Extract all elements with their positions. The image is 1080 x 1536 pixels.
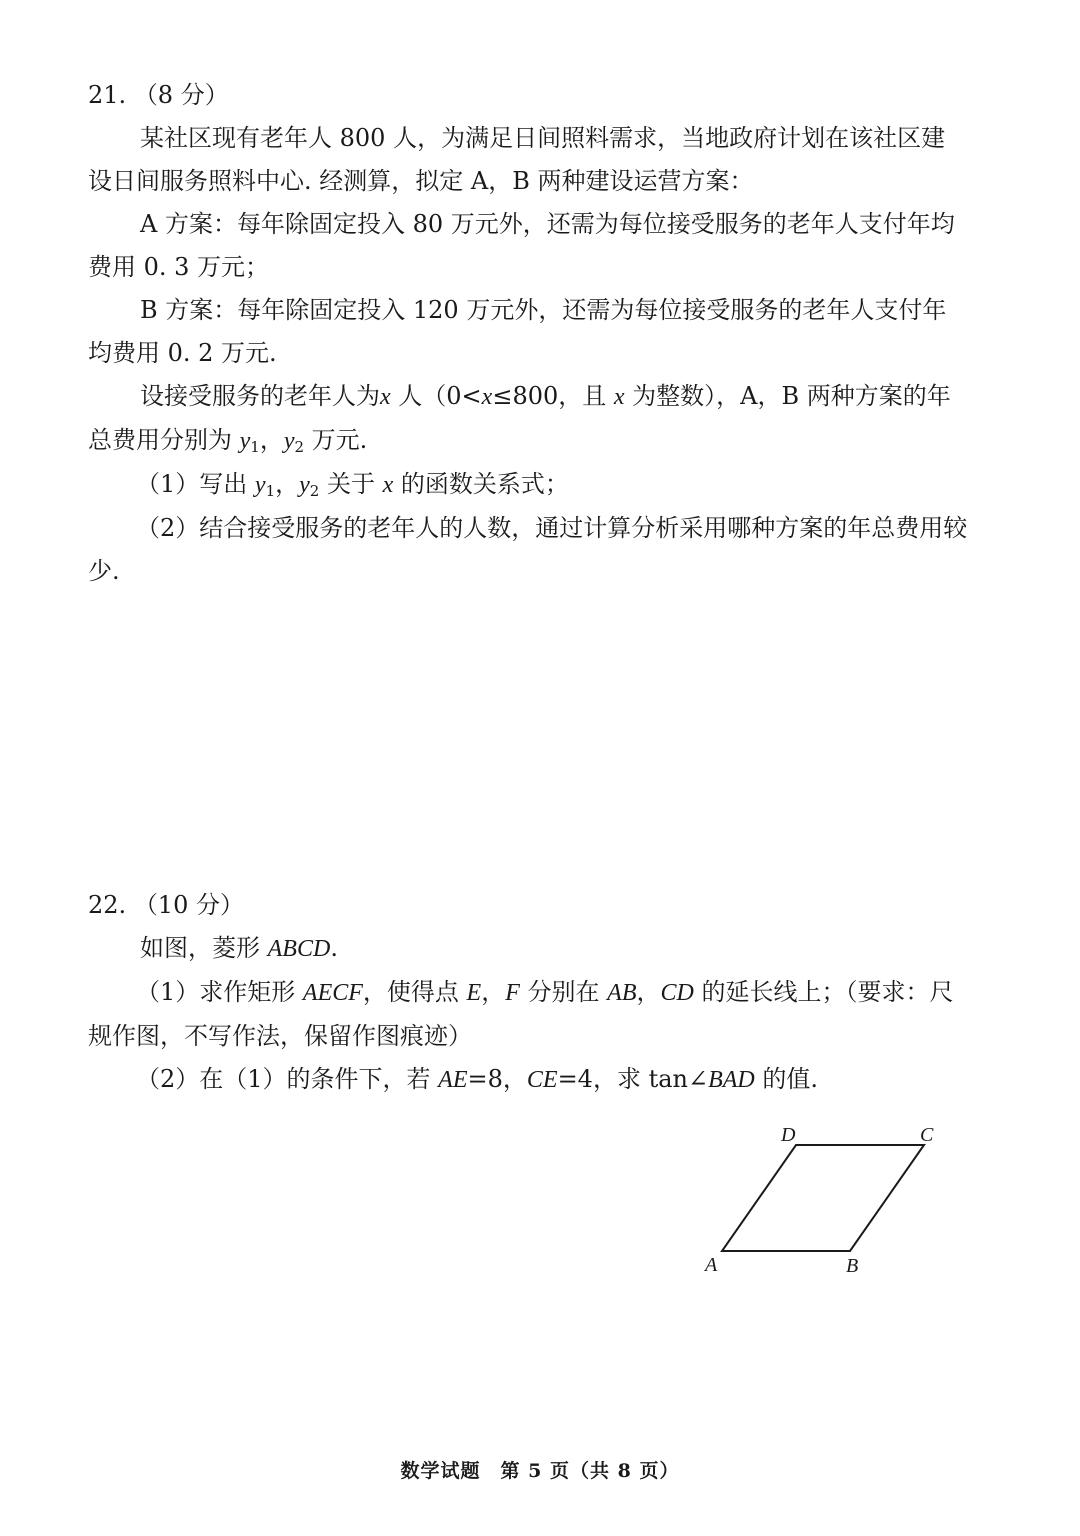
- variable-definition: 设接受服务的老年人为x 人（0<x≤800，且 x 为整数），A，B 两种方案的年总费用分别为 $y_1$，$y_2$ 万元.: [88, 382, 951, 456]
- question-22: [88, 884, 968, 1102]
- question-number: 21.: [88, 81, 127, 109]
- question-21-heading: [88, 74, 968, 117]
- question-21-part-2: （2）结合接受服务的老年人的人数，通过计算分析采用哪种方案的年总费用较少.: [88, 514, 968, 585]
- vertex-label-a: A: [705, 1254, 718, 1276]
- question-points: （8 分）: [133, 81, 229, 109]
- vertex-label-c: C: [920, 1124, 934, 1146]
- question-22-stem: 如图，菱形 ABCD.: [140, 934, 338, 962]
- question-points: （10 分）: [133, 891, 244, 919]
- plan-b-text: B 方案：每年除固定投入 120 万元外，还需为每位接受服务的老年人支付年均费用 0. 2 万元.: [88, 296, 947, 367]
- vertex-label-d: D: [781, 1124, 796, 1146]
- plan-a-text: A 方案：每年除固定投入 80 万元外，还需为每位接受服务的老年人支付年均费用 0. 3 万元；: [88, 210, 955, 281]
- question-22-part-2: （2）在（1）的条件下，若 AE=8，CE=4，求 tan∠BAD 的值.: [136, 1065, 819, 1093]
- question-number: 22.: [88, 891, 127, 919]
- question-21-stem: 某社区现有老年人 800 人，为满足日间照料需求，当地政府计划在该社区建设日间服务照料中心. 经测算，拟定 A，B 两种建设运营方案：: [88, 124, 946, 195]
- question-21-part-1: （1）写出 $y_1$，$y_2$ 关于 x 的函数关系式；: [136, 470, 569, 500]
- vertex-label-b: B: [846, 1255, 859, 1277]
- question-21: [88, 74, 968, 593]
- page-footer: 数学试题 第 5 页（共 8 页）: [400, 1460, 680, 1482]
- rhombus-abcd: [722, 1145, 924, 1251]
- question-22-part-1: （1）求作矩形 AECF，使得点 E，F 分别在 AB，CD 的延长线上；（要求：尺规作图，不写作法，保留作图痕迹）: [88, 978, 954, 1050]
- question-22-heading: [88, 884, 968, 927]
- rhombus-figure: [696, 1118, 956, 1284]
